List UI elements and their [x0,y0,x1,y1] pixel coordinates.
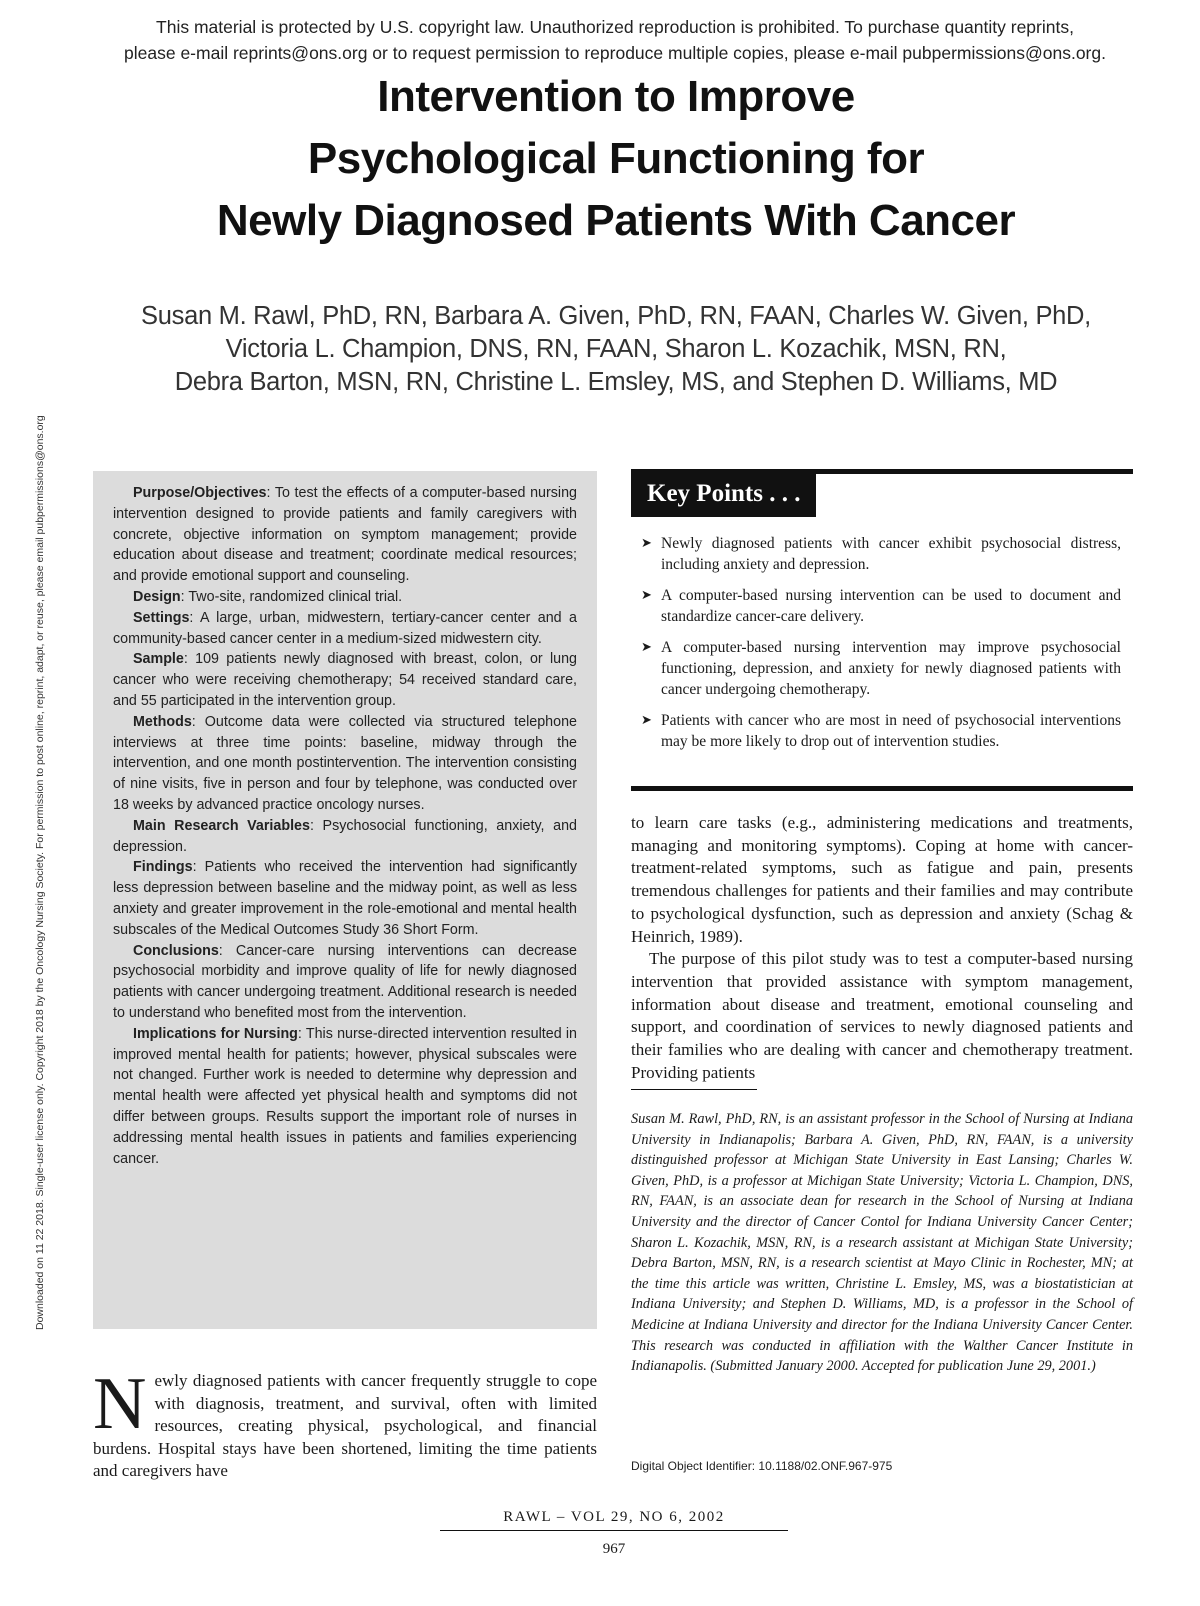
abstract-label: Methods [133,713,192,730]
download-side-note: Downloaded on 11 22 2018. Single-user license only. Copyright 2018 by the Oncology Nursing Society. For permission to post online, reprint, adapt, or reuse, please email pubpermissions@ons.org [34,415,46,1330]
abstract-text: : Cancer-care nursing interventions can decrease psychosocial morbidity and improve quality of life for newly diagnosed patients with cancer undergoing treatment. Additional research is needed to understand who benefited most from the intervention. [113,942,577,1021]
copyright-line-1: This material is protected by U.S. copyright law. Unauthorized reproduction is prohibited. To purchase quantity reprints, [156,17,1074,37]
abstract-section [113,483,577,587]
key-point-item: ➤ A computer-based nursing intervention can be used to document and standardize cancer-care delivery. [641,585,1121,627]
body-text-right [631,812,1133,1084]
abstract-box [93,471,597,1329]
abstract-text: : Psychosocial functioning, anxiety, and depression. [113,817,577,855]
footnote-divider [631,1089,757,1090]
key-point-item: ➤ Newly diagnosed patients with cancer exhibit psychosocial distress, including anxiety and depression. [641,533,1121,575]
abstract-label: Implications for Nursing [133,1025,298,1042]
title-line-3: Newly Diagnosed Patients With Cancer [216,196,1016,245]
abstract-label: Design [133,588,181,605]
copyright-line-2: please e-mail reprints@ons.org or to request permission to reproduce multiple copies, please e-mail pubpermissions@ons.org. [124,43,1106,63]
abstract-text: : This nurse-directed intervention resulted in improved mental health for patients; however, physical subscales were not changed. Further work is needed to determine why depression and mental health were affected yet physical health and symptoms did not differ between groups. Results support the important role of nurses in addressing mental health issues in patients and families experiencing cancer. [113,1025,578,1167]
article-title [80,66,1152,252]
key-points-list [631,533,1133,752]
abstract-text: : Outcome data were collected via structured telephone interviews at three time points: baseline, midway through the intervention, and one month postintervention. The intervention consisting of nine visits, five in person and four by telephone, was conducted over 18 weeks by advanced practice oncology nurses. [113,713,577,813]
abstract-text: : A large, urban, midwestern, tertiary-cancer center and a community-based cancer center in a medium-sized midwestern city. [113,609,577,647]
page-number: 967 [602,1541,626,1557]
body-paragraph: The purpose of this pilot study was to test a computer-based nursing intervention that provided assistance with symptom management, information about disease and treatment, emotional counseling and support, and coordination of services to newly diagnosed patients and their families who are dealing with cancer and chemotherapy treatment. Providing patients [631,949,1133,1082]
abstract-label: Purpose/Objectives [133,485,267,501]
intro-text: ewly diagnosed patients with cancer frequently struggle to cope with diagnosis, treatment, and survival, often with limited resources, creating physical, psychological, and financial burdens. Hospital stays have been shortened, limiting the time patients and caregivers have [93,1371,597,1480]
key-points-box [631,469,1133,791]
authors-line-1: Susan M. Rawl, PhD, RN, Barbara A. Given, PhD, RN, FAAN, Charles W. Given, PhD, [141,302,1091,330]
running-head: RAWL – VOL 29, NO 6, 2002 [440,1509,788,1531]
title-line-1: Intervention to Improve [377,72,855,121]
abstract-section [113,816,577,858]
copyright-notice [60,14,1170,66]
doi: Digital Object Identifier: 10.1188/02.ONF.967-975 [631,1459,893,1473]
abstract-text: : Patients who received the intervention had significantly less depression between baseline and the midway point, as well as less anxiety and greater improvement in the role-emotional and mental health subscales of the Medical Outcomes Study 36 Short Form. [113,859,577,938]
drop-cap: N [93,1363,147,1445]
abstract-section [113,649,577,711]
intro-paragraph [93,1363,597,1483]
author-list [80,300,1152,399]
abstract-label: Findings [133,859,193,876]
abstract-section [113,608,577,650]
title-line-2: Psychological Functioning for [307,134,925,183]
abstract-label: Sample [133,651,184,668]
key-point-item: ➤ Patients with cancer who are most in need of psychosocial interventions may be more likely to drop out of intervention studies. [641,710,1121,752]
abstract-label: Main Research Variables [133,817,310,834]
abstract-section [113,587,577,608]
abstract-section [113,941,577,1024]
abstract-section [113,1024,577,1170]
abstract-text: : Two-site, randomized clinical trial. [180,588,403,605]
key-point-item: ➤ A computer-based nursing intervention may improve psychosocial functioning, depression, and anxiety for newly diagnosed patients with cancer undergoing chemotherapy. [641,637,1121,700]
abstract-section [113,712,577,816]
abstract-section [113,857,577,940]
abstract-label: Conclusions [133,942,219,959]
abstract-text: : To test the effects of a computer-based nursing intervention designed to provide patients and family caregivers with concrete, objective information on symptom management; provide education about disease and treatment; coordinate medical resources; and provide emotional support and counseling. [113,485,577,585]
abstract-label: Settings [133,609,190,626]
author-affiliations-footnote: Susan M. Rawl, PhD, RN, is an assistant professor in the School of Nursing at Indiana University in Indianapolis; Barbara A. Given, PhD, RN, FAAN, is a university distinguished professor at Michigan State University in East Lansing; Charles W. Given, PhD, is a professor at Michigan State University; Victoria L. Champion, DNS, RN, FAAN, is an associate dean for research in the School of Nursing at Indiana University and the director of Cancer Contol for Indiana University Cancer Center; Sharon L. Kozachik, MSN, RN, is a research assistant at Michigan State University; Debra Barton, MSN, RN, is a research scientist at Mayo Clinic in Rochester, MN; at the time this article was written, Christine L. Emsley, MS, was a biostatistician at Indiana University; and Stephen D. Williams, MD, is a professor in the School of Medicine at Indiana University and director for the Indiana University Cancer Center. This research was conducted in affiliation with the Walther Cancer Institute in Indianapolis. (Submitted January 2000. Accepted for publication June 29, 2001.) [631,1111,1133,1375]
abstract-text: : 109 patients newly diagnosed with breast, colon, or lung cancer who were receiving chemotherapy; 54 received standard care, and 55 participated in the intervention group. [113,651,577,709]
authors-line-2: Victoria L. Champion, DNS, RN, FAAN, Sharon L. Kozachik, MSN, RN, [225,335,1007,363]
authors-line-3: Debra Barton, MSN, RN, Christine L. Emsley, MS, and Stephen D. Williams, MD [174,368,1058,396]
body-paragraph: to learn care tasks (e.g., administering medications and treatments, managing and monitoring symptoms). Coping at home with cancer-treatment-related symptoms, such as fatigue and pain, presents tremendous challenges for patients and their families and may contribute to psychological dysfunction, such as depression and anxiety (Schag & Heinrich, 1989). [631,813,1133,946]
key-points-header: Key Points . . . [631,474,816,517]
